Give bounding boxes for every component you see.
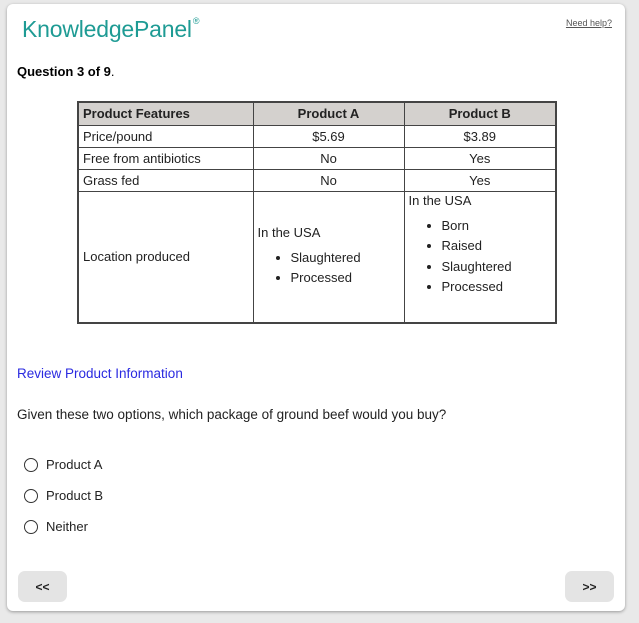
next-button[interactable]: >> <box>565 571 614 602</box>
review-product-information-link[interactable]: Review Product Information <box>17 366 183 381</box>
list-item: • Processed <box>291 268 400 289</box>
location-product-a <box>253 191 404 323</box>
location-a-list <box>258 248 400 289</box>
radio-button-icon[interactable] <box>24 520 38 534</box>
answer-options <box>24 449 103 542</box>
antibiotics-product-b: Yes <box>404 147 556 169</box>
survey-card <box>7 4 625 611</box>
knowledgepanel-logo <box>22 16 199 43</box>
row-label-antibiotics: Free from antibiotics <box>78 147 253 169</box>
grass-fed-product-a: No <box>253 169 404 191</box>
option-label: Neither <box>46 519 88 534</box>
question-number <box>17 64 115 79</box>
location-b-intro: In the USA <box>408 192 472 208</box>
location-b-list <box>409 216 552 298</box>
table-row <box>78 147 556 169</box>
header-product-features: Product Features <box>78 102 253 125</box>
list-item: • Slaughtered <box>442 257 552 278</box>
registered-mark: ® <box>192 16 200 27</box>
price-product-a: $5.69 <box>253 125 404 147</box>
price-product-b: $3.89 <box>404 125 556 147</box>
list-item: • Processed <box>442 277 552 298</box>
table-row-location <box>78 191 556 323</box>
antibiotics-product-a: No <box>253 147 404 169</box>
row-label-grass-fed: Grass fed <box>78 169 253 191</box>
header-product-a: Product A <box>253 102 404 125</box>
previous-button[interactable]: << <box>18 571 67 602</box>
radio-button-icon[interactable] <box>24 458 38 472</box>
option-product-a[interactable] <box>24 449 103 480</box>
need-help-link[interactable]: Need help? <box>565 18 612 28</box>
radio-button-icon[interactable] <box>24 489 38 503</box>
option-neither[interactable] <box>24 511 103 542</box>
logo-text: KnowledgePanel <box>22 16 192 42</box>
list-item: • Slaughtered <box>291 248 400 269</box>
question-number-period: . <box>110 64 115 79</box>
option-label: Product A <box>46 457 103 472</box>
grass-fed-product-b: Yes <box>404 169 556 191</box>
table-row <box>78 169 556 191</box>
table-header-row <box>78 102 556 125</box>
question-number-label: Question 3 of 9 <box>17 64 111 79</box>
option-label: Product B <box>46 488 104 503</box>
product-comparison-table <box>77 101 557 324</box>
location-a-intro: In the USA <box>257 224 321 240</box>
table-row <box>78 125 556 147</box>
option-product-b[interactable] <box>24 480 103 511</box>
row-label-location: Location produced <box>78 191 253 323</box>
location-product-b <box>404 191 556 323</box>
question-prompt: Given these two options, which package of ground beef would you buy? <box>17 407 447 422</box>
list-item: • Born <box>442 216 552 237</box>
header-product-b: Product B <box>404 102 556 125</box>
row-label-price: Price/pound <box>78 125 253 147</box>
list-item: • Raised <box>442 236 552 257</box>
